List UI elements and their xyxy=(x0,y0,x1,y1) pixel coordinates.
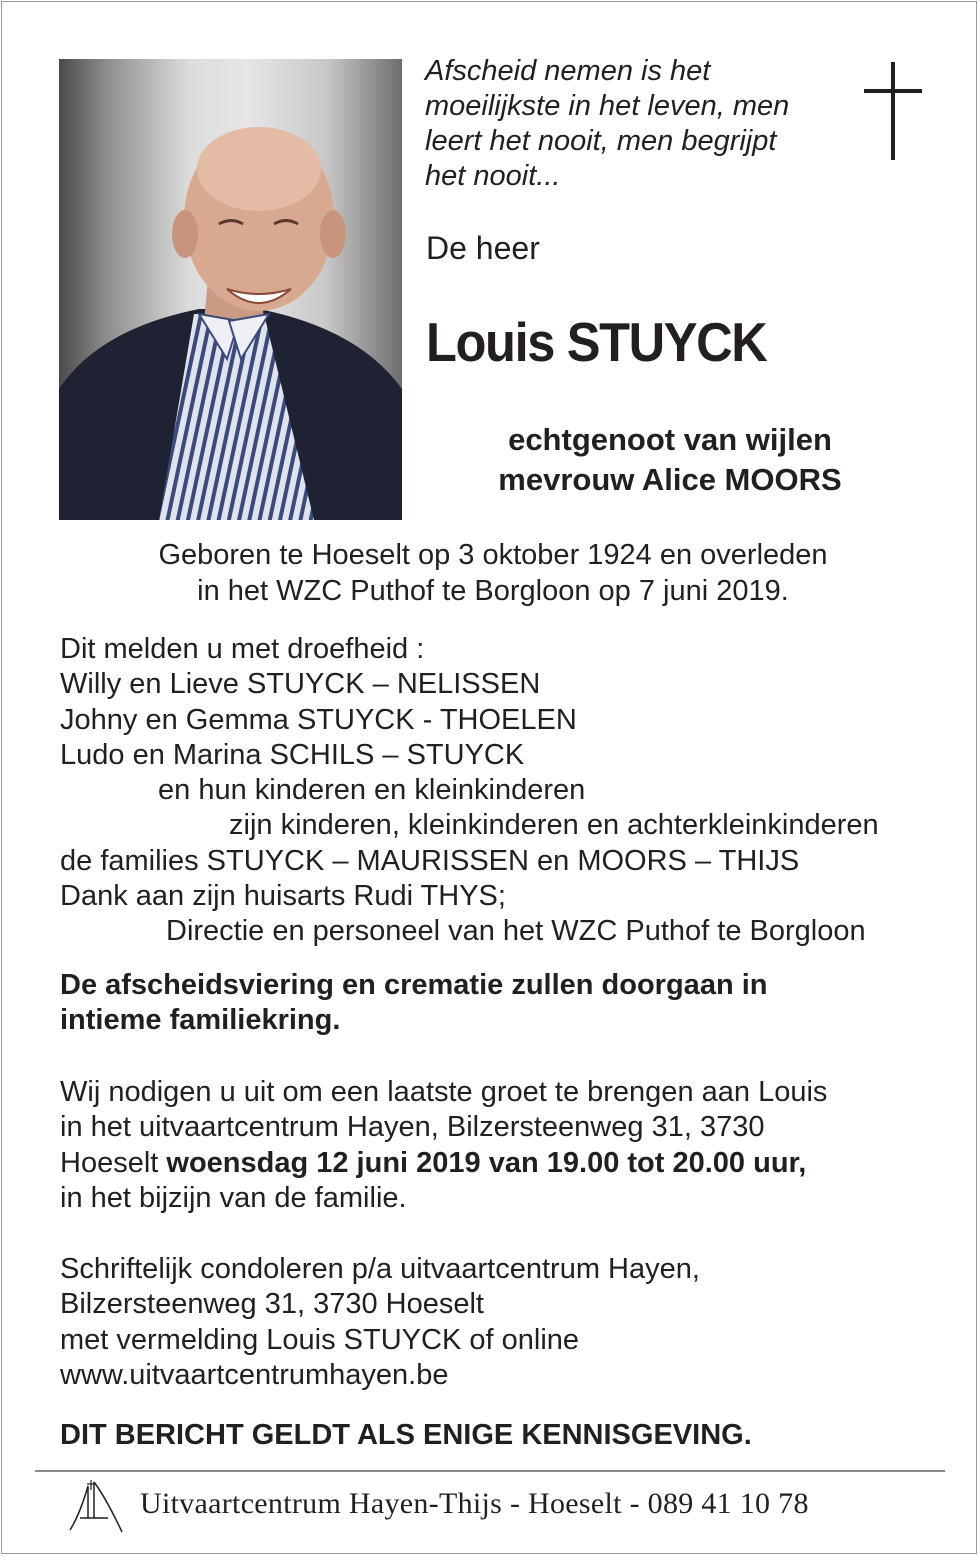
official-notice: DIT BERICHT GELDT ALS ENIGE KENNISGEVING. xyxy=(60,1419,752,1451)
condolence-line: met vermelding Louis STUYCK of online xyxy=(60,1323,580,1356)
quote-line: het nooit... xyxy=(425,160,561,192)
quote-line: Afscheid nemen is het xyxy=(425,55,711,87)
spouse-line: echtgenoot van wijlen xyxy=(508,422,832,457)
quote-line: moeilijkste in het leven, men xyxy=(425,90,790,122)
quote-line: leert het nooit, men begrijpt xyxy=(425,125,777,157)
visit-line: Wij nodigen u uit om een laatste groet te brengen aan Louis xyxy=(60,1076,828,1108)
visit-line: in het uitvaartcentrum Hayen, Bilzersteenweg 31, 3730 xyxy=(60,1111,765,1144)
visitation-info xyxy=(60,1075,827,1216)
mourners-list xyxy=(60,632,879,950)
condolence-line: Bilzersteenweg 31, 3730 Hoeselt xyxy=(60,1288,484,1321)
birth-line: in het WZC Puthof te Borgloon op 7 juni 2019. xyxy=(197,575,789,607)
condolence-website[interactable]: www.uitvaartcentrumhayen.be xyxy=(60,1358,449,1391)
mourner-line: zijn kinderen, kleinkinderen en achterkleinkinderen xyxy=(229,809,879,842)
mourner-line: Dank aan zijn huisarts Rudi THYS; xyxy=(60,880,506,913)
funeral-home-logo-icon xyxy=(66,1478,124,1534)
footer-divider xyxy=(35,1470,945,1472)
mourner-line: Johny en Gemma STUYCK - THOELEN xyxy=(60,703,577,736)
ceremony-line: intieme familiekring. xyxy=(60,1004,341,1037)
spouse-info xyxy=(440,420,900,500)
cross-icon xyxy=(864,62,922,160)
farewell-quote xyxy=(425,54,845,194)
spouse-line: mevrouw Alice MOORS xyxy=(498,462,842,497)
birth-death-info xyxy=(60,537,926,609)
mourner-line: Ludo en Marina SCHILS – STUYCK xyxy=(60,738,525,771)
visit-datetime: woensdag 12 juni 2019 van 19.00 tot 20.00 uur, xyxy=(166,1146,807,1179)
ceremony-info xyxy=(60,968,767,1039)
mourners-intro: Dit melden u met droefheid : xyxy=(60,633,425,665)
mourner-line: en hun kinderen en kleinkinderen xyxy=(158,774,586,807)
condolence-line: Schriftelijk condoleren p/a uitvaartcentrum Hayen, xyxy=(60,1253,700,1285)
birth-line: Geboren te Hoeselt op 3 oktober 1924 en overleden xyxy=(158,539,828,571)
condolence-info xyxy=(60,1252,700,1393)
ceremony-line: De afscheidsviering en crematie zullen doorgaan in xyxy=(60,969,768,1001)
funeral-home-contact: Uitvaartcentrum Hayen-Thijs - Hoeselt - 089 41 10 78 xyxy=(140,1487,809,1520)
visit-place: Hoeselt xyxy=(60,1146,167,1179)
mourner-line: de families STUYCK – MAURISSEN en MOORS – THIJS xyxy=(60,844,800,877)
visit-line xyxy=(60,1146,827,1181)
portrait-illustration xyxy=(59,59,402,520)
mourner-line: Willy en Lieve STUYCK – NELISSEN xyxy=(60,668,541,701)
mourner-line: Directie en personeel van het WZC Puthof te Borgloon xyxy=(166,915,866,948)
portrait-photo xyxy=(59,59,402,520)
honorific: De heer xyxy=(426,230,540,266)
deceased-name: Louis STUYCK xyxy=(426,311,767,373)
visit-line: in het bijzijn van de familie. xyxy=(60,1181,407,1214)
